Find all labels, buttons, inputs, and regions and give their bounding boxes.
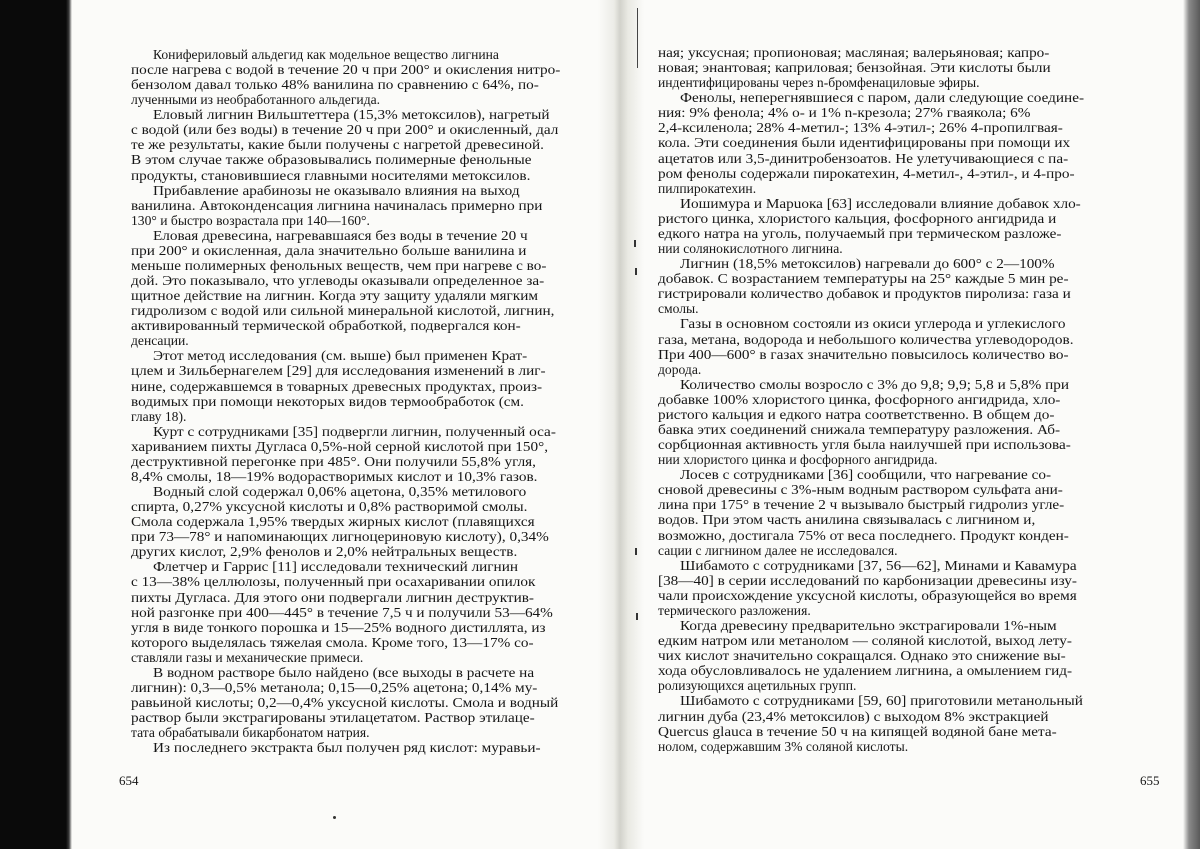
- text-line: дорода.: [658, 361, 702, 377]
- text-line: главу 18).: [131, 408, 187, 424]
- right-page-number: 655: [1140, 773, 1160, 788]
- text-line: В этом случае также образовывались полимерные фенольные: [131, 152, 532, 168]
- text-line: чали происхождение уксусной кислоты, образующейся во время: [658, 587, 1077, 603]
- text-line: ставляли газы и механические примеси.: [131, 649, 364, 665]
- text-line: Водный слой содержал 0,06% ацетона, 0,35% метилового: [153, 484, 527, 500]
- text-line: индентифицированы через n-бромфенациловые эфиры.: [658, 75, 980, 91]
- text-line: Иошимура и Марuoка [63] исследовали влияние добавок хло-: [680, 195, 1081, 211]
- text-line: чих кислот значительно сокращался. Однако это снижение вы-: [658, 648, 1066, 664]
- text-line: нии солянокислотного лигнина.: [658, 241, 843, 257]
- text-line: лученными из необработанного альдегида.: [131, 92, 381, 108]
- text-line: ния: 9% фенола; 4% o- и 1% n-крезола; 27% гваякола; 6%: [658, 105, 1031, 121]
- text-line: бензолом давал только 48% ванилина по сравнению с 64%, по-: [131, 77, 539, 93]
- text-line: Конифериловый альдегид как модельное вещество лигнина: [153, 47, 499, 62]
- text-line: хода обусловливалось не удалением лигнина, а омылением гид-: [658, 663, 1073, 679]
- scan-speck: [635, 268, 637, 275]
- text-line: ролизующихся ацетильных групп.: [658, 678, 857, 694]
- text-line: Quercus glauca в течение 50 ч на кипящей водяной бане мета-: [658, 723, 1057, 739]
- text-line: те же результаты, какие были получены с нагретой древесиной.: [131, 137, 544, 153]
- left-scan-edge: [0, 0, 72, 849]
- text-line: спирта, 0,27% уксусной кислоты и 0,8% растворимой смолы.: [131, 499, 528, 515]
- text-line: добавке 100% хлористого цинка, фосфорного ангидрида, хло-: [658, 391, 1061, 407]
- text-line: нине, содержавшемся в товарных древесных продуктах, произ-: [131, 378, 543, 394]
- text-line: [38—40] в серии исследований по карбонизации древесины изу-: [658, 572, 1077, 588]
- text-line: ристого кальция и едкого натра соответственно. В общем до-: [658, 406, 1055, 422]
- text-line: гистрировали количество добавок и продуктов пиролиза: газа и: [658, 286, 1071, 302]
- text-line: Из последнего экстракта был получен ряд кислот: муравьи-: [153, 740, 541, 756]
- text-line: сации с лигнином далее не исследовался.: [658, 542, 898, 558]
- text-line: водимых при помощи некоторых видов термообработок (см.: [131, 393, 524, 409]
- text-line: Еловый лигнин Вильштеттера (15,3% метоксилов), нагретый: [153, 107, 550, 123]
- text-line: ной разгонке при 400—445° в течение 7,5 ч и получили 53—64%: [131, 604, 553, 620]
- text-line: с водой (или без воды) в течение 20 ч при 200° и окисленный, дал: [131, 122, 559, 138]
- text-line: Флетчер и Гаррис [11] исследовали технический лигнин: [153, 559, 519, 575]
- text-line: продукты, становившиеся главными носителями метоксилов.: [131, 167, 531, 183]
- text-line: меньше полимерных фенольных веществ, чем при нагреве с во-: [131, 257, 547, 273]
- scan-speck: [333, 816, 336, 819]
- text-line: ная; уксусная; пропионовая; масляная; валерьяновая; капро-: [658, 45, 1050, 60]
- text-line: 8,4% смолы, 18—19% водорастворимых кислот и 10,3% газов.: [131, 468, 538, 484]
- text-line: 2,4-ксиленола; 28% 4-метил-; 13% 4-этил-; 26% 4-пропилгвая-: [658, 120, 1063, 136]
- text-line: Этот метод исследования (см. выше) был применен Крат-: [153, 348, 528, 364]
- text-line: пилпирокатехин.: [658, 180, 757, 196]
- text-line: Курт с сотрудниками [35] подвергли лигнин, полученный оса-: [153, 423, 556, 439]
- scan-speck: [634, 240, 636, 247]
- text-line: лигнин): 0,3—0,5% метанола; 0,15—0,25% ацетона; 0,14% му-: [131, 679, 538, 695]
- text-line: хариванием пихты Дугласа 0,5%-ной серной кислотой при 150°,: [131, 438, 549, 454]
- scan-speck: [635, 548, 637, 555]
- text-line: нии хлористого цинка и фосфорного ангидрида.: [658, 452, 938, 468]
- text-line: новая; энантовая; каприловая; бензойная. Эти кислоты были: [658, 60, 1051, 76]
- gutter-line: [637, 8, 638, 68]
- text-line: ристого цинка, хлористого кальция, фосфорного ангидрида и: [658, 210, 1057, 226]
- text-line: равьиной кислоты; 0,2—0,4% уксусной кислоты. Смола и водный: [131, 695, 559, 710]
- text-line: цлем и Зильбернагелем [29] для исследования изменений в лиг-: [131, 363, 546, 379]
- text-line: активированный термической обработкой, подвергался кон-: [131, 318, 521, 334]
- text-line: смолы.: [658, 301, 699, 317]
- text-line: В водном растворе было найдено (все выходы в расчете на: [153, 664, 535, 680]
- text-line: бавка этих соединений снижала температуру разложения. Аб-: [658, 422, 1061, 437]
- text-line: ацетатов или 3,5-динитробензоатов. Не улетучивающиеся с па-: [658, 150, 1069, 166]
- text-line: Шибамото с сотрудниками [37, 56—62], Минами и Кавамура: [680, 557, 1077, 573]
- text-line: газа, метана, водорода и небольшого количества углеводородов.: [658, 331, 1074, 347]
- text-line: Шибамото с сотрудниками [59, 60] приготовили метанольный: [680, 693, 1083, 709]
- text-line: Лосев с сотрудниками [36] сообщили, что нагревание со-: [680, 467, 1052, 483]
- text-line: нолом, содержавшим 3% соляной кислоты.: [658, 738, 909, 754]
- text-line: лигнин дуба (23,4% метоксилов) с выходом 8% экстракцией: [658, 708, 1049, 724]
- text-line: Газы в основном состояли из окиси углерода и углекислого: [680, 316, 1066, 332]
- text-line: термического разложения.: [658, 602, 811, 618]
- text-line: денсации.: [131, 333, 189, 349]
- text-line: дой. Это показывало, что углеводы оказывали определенное за-: [131, 273, 545, 289]
- text-line: при 73—78° и напоминающих лигноцериновую кислоту), 0,34%: [131, 529, 549, 545]
- text-line: Прибавление арабинозы не оказывало влияния на выход: [153, 182, 520, 198]
- text-line: деструктивной перегонке при 485°. Они получили 55,8% угля,: [131, 453, 537, 469]
- text-line: Количество смолы возросло с 3% до 9,8; 9,9; 5,8 и 5,8% при: [680, 376, 1069, 392]
- right-scan-edge: [1183, 0, 1200, 849]
- text-line: возможно, достигала 75% от веса последнего. Продукт конден-: [658, 527, 1069, 543]
- text-line: после нагрева с водой в течение 20 ч при 200° и окисления нитро-: [131, 62, 561, 78]
- text-line: при 200° и окисленная, дала значительно больше ванилина и: [131, 242, 527, 258]
- text-line: сновой древесины с 3%-ным водным раствором сульфата ани-: [658, 482, 1063, 498]
- text-line: ванилина. Автоконденсация лигнина начиналась примерно при: [131, 197, 543, 213]
- text-line: Фенолы, неперегнявшиеся с паром, дали следующие соедине-: [680, 90, 1085, 106]
- left-page-number: 654: [119, 773, 139, 788]
- text-line: 130° и быстро возрастала при 140—160°.: [131, 212, 370, 228]
- text-line: Лигнин (18,5% метоксилов) нагревали до 600° с 2—100%: [680, 256, 1055, 272]
- text-line: тата обрабатывали бикарбонатом натрия.: [131, 725, 370, 741]
- text-line: ром фенолы содержали пирокатехин, 4-метил-, 4-этил-, и 4-про-: [658, 165, 1075, 181]
- text-line: щитное действие на лигнин. Когда эту защиту удаляли мягким: [131, 288, 538, 304]
- text-line: Смола содержала 1,95% твердых жирных кислот (плавящихся: [131, 514, 535, 530]
- text-line: едкого натра на уголь, получаемый при термическом разложе-: [658, 225, 1062, 241]
- text-line: сорбционная активность угля была наилучшей при использова-: [658, 437, 1071, 453]
- text-line: кола. Эти соединения были идентифицированы при помощи их: [658, 135, 1071, 151]
- text-line: Еловая древесина, нагревавшаяся без воды в течение 20 ч: [153, 227, 528, 243]
- text-line: пихты Дугласа. Для этого они подвергали лигнин деструктив-: [131, 589, 534, 605]
- text-line: Когда древесину предварительно экстрагировали 1%-ным: [680, 618, 1057, 634]
- book-gutter: [598, 0, 644, 849]
- text-line: лина при 175° в течение 2 ч вызывало быстрый гидролиз угле-: [658, 497, 1065, 513]
- text-line: гидролизом с водой или сильной минеральной кислотой, лигнин,: [131, 303, 555, 319]
- text-line: водов. При этом часть анилина связывалась с лигнином и,: [658, 512, 1036, 528]
- text-line: При 400—600° в газах значительно повысилось количество во-: [658, 346, 1069, 362]
- scan-speck: [636, 613, 638, 620]
- text-line: добавок. С возрастанием температуры на 25° каждые 5 мин ре-: [658, 271, 1069, 287]
- text-line: которого выделялась тяжелая смола. Кроме того, 13—17% со-: [131, 634, 534, 650]
- text-line: раствор были экстрагированы этилацетатом. Раствор этилаце-: [131, 710, 535, 726]
- text-line: едким натром или метанолом — соляной кислотой, выход лету-: [658, 633, 1072, 649]
- text-line: с 13—38% целлюлозы, полученный при осахаривании опилок: [131, 574, 536, 590]
- text-line: угля в виде тонкого порошка и 15—25% водного дистиллята, из: [131, 619, 546, 635]
- text-line: других кислот, 2,9% фенолов и 2,0% нейтральных веществ.: [131, 544, 518, 560]
